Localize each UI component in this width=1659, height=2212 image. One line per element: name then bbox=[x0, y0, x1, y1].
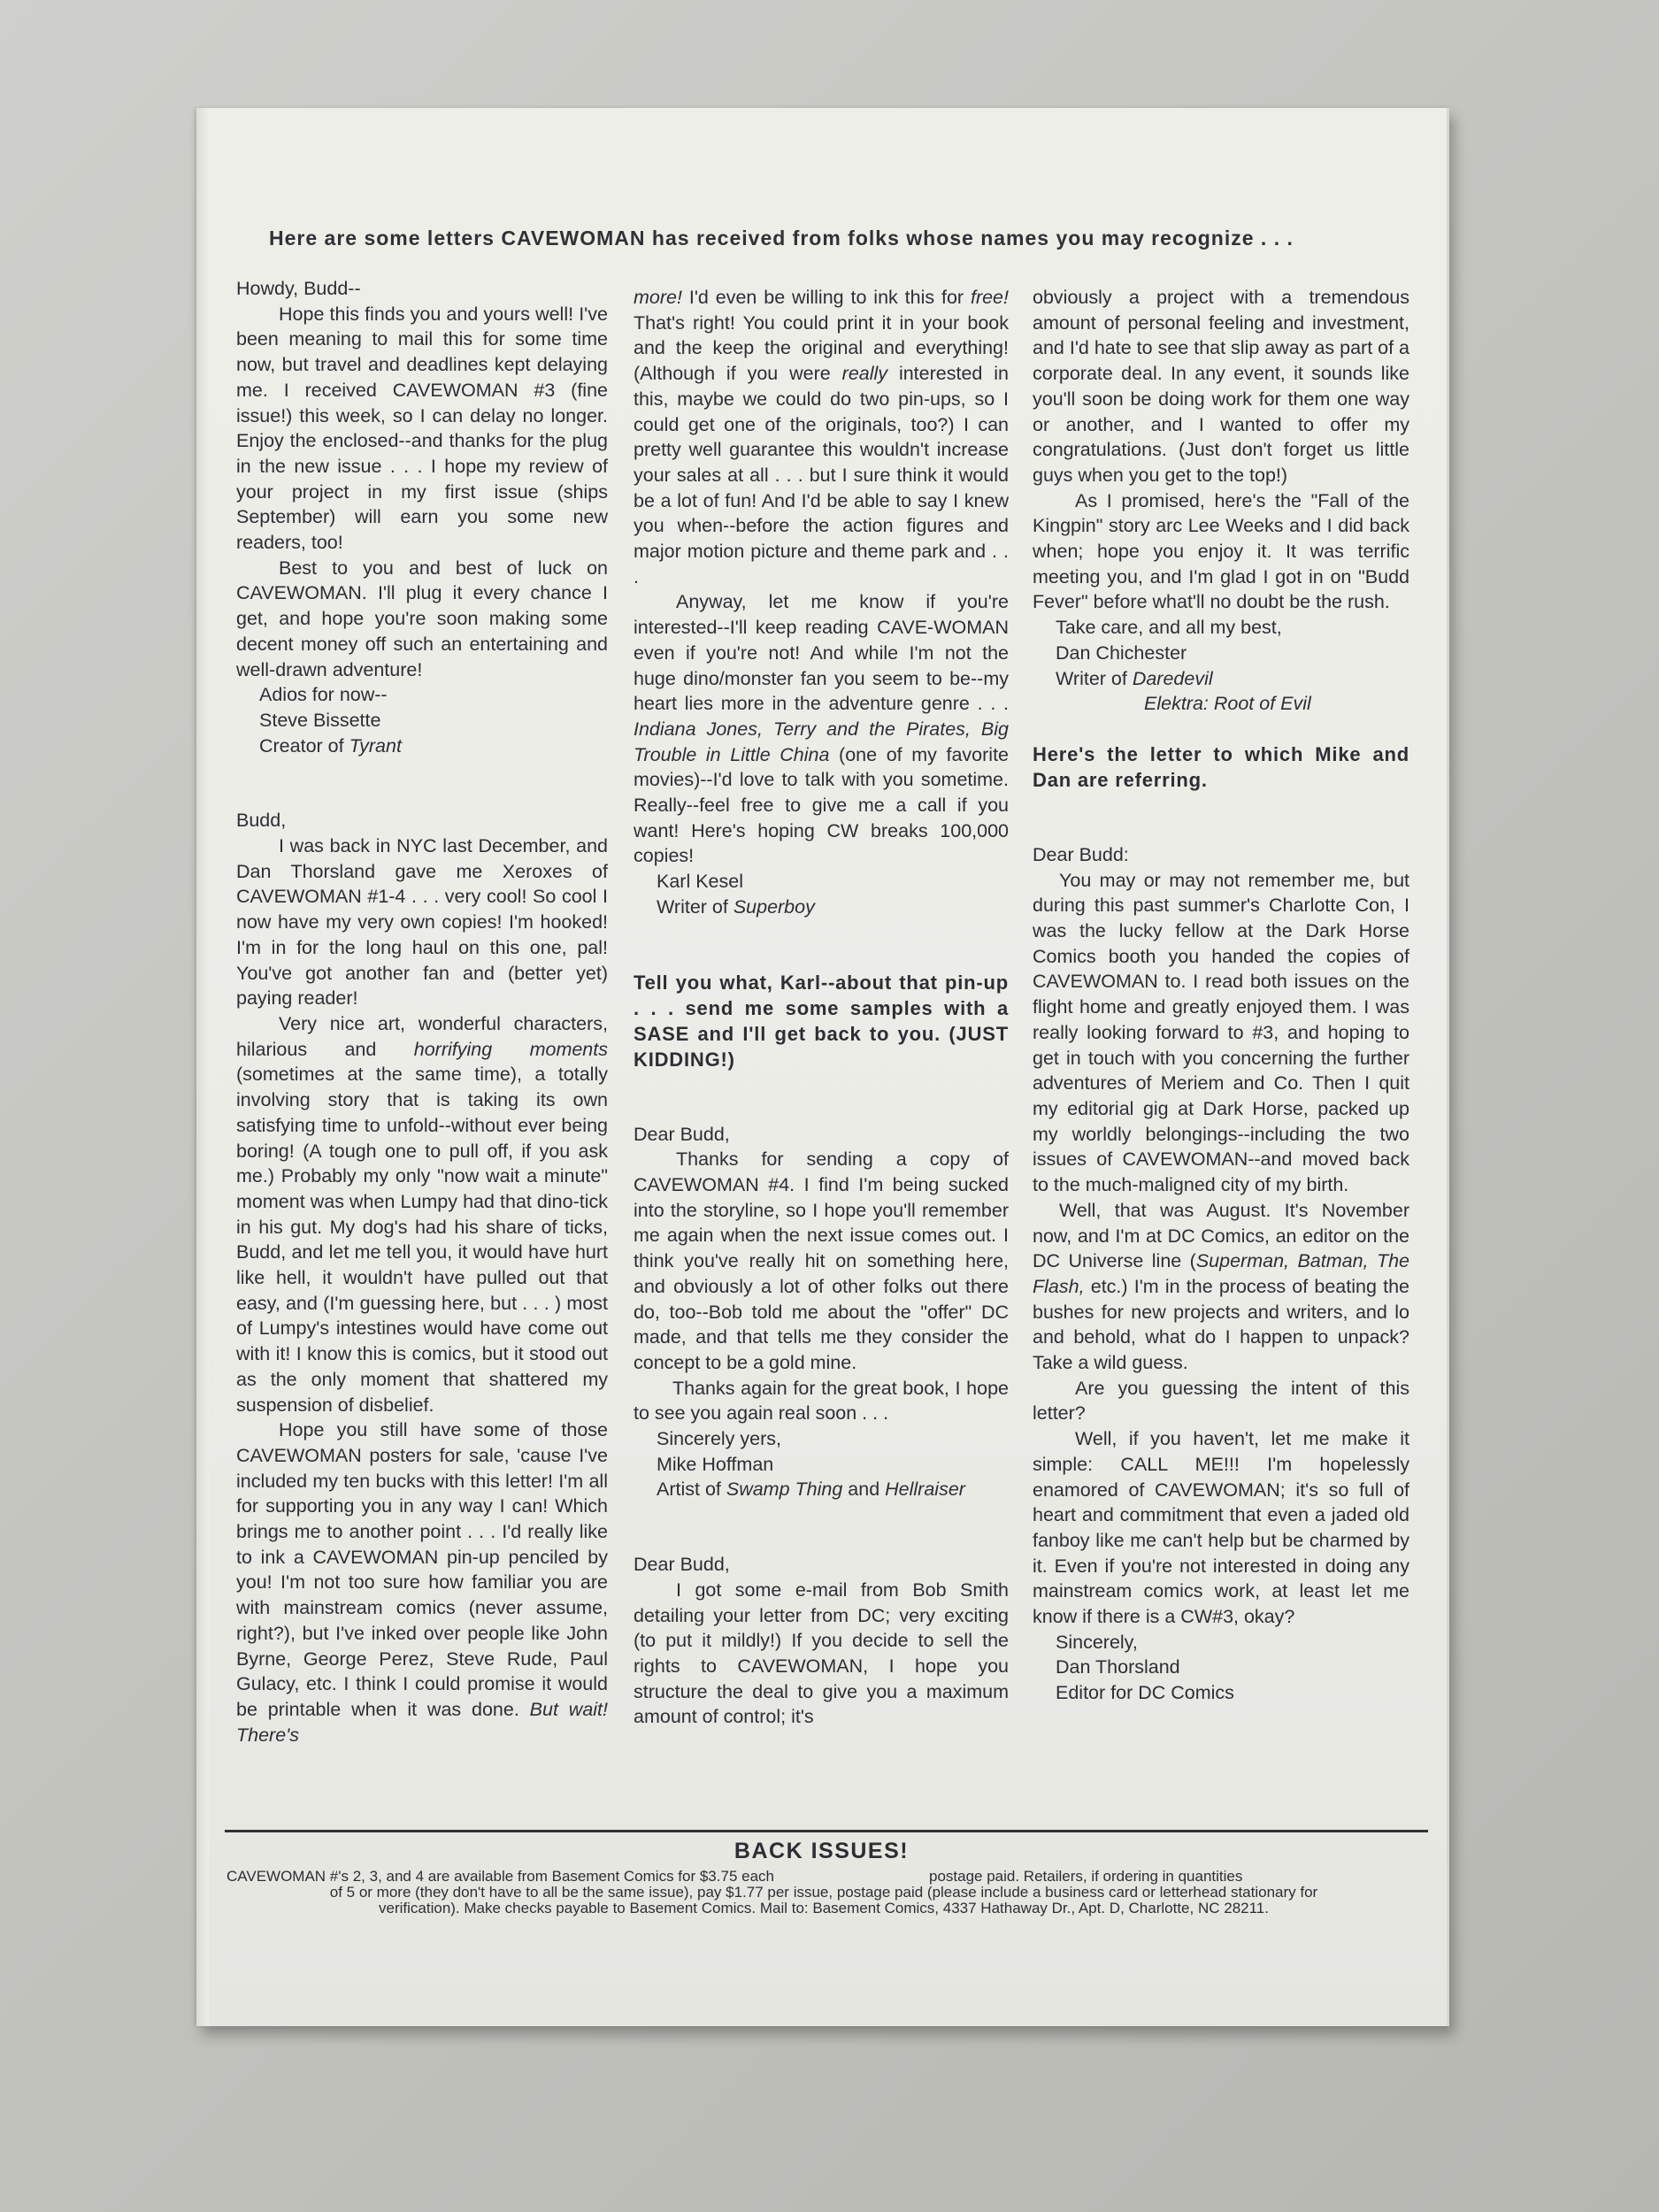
letter-5-paragraph: Are you guessing the intent of this letter? bbox=[1033, 1377, 1409, 1425]
letter-5-paragraph: Well, that was August. It's November now, and I'm at DC Comics, an editor on the DC Universe line (Superman, Batman, The Flash, etc.) I'm in the process of beating the bushes for new projects and writers, and lo and behold, what do I happen to unpack? Take a wild guess. bbox=[1033, 1199, 1410, 1374]
back-issues-title: BACK ISSUES! bbox=[733, 1839, 910, 1863]
letter-4-credit: Writer of Daredevil bbox=[1056, 667, 1213, 689]
footer-divider bbox=[225, 1830, 1428, 1832]
letter-2-credit: Writer of Superboy bbox=[657, 895, 815, 918]
letter-5-signoff: Sincerely, bbox=[1056, 1631, 1138, 1653]
letter-4-paragraph: I got some e-mail from Bob Smith detailing your letter from DC; very exciting (to put it mildly!) If you decide to sell the rights to CAVEWOMAN, I hope you structure the deal to give you a maximum amount of control; it's bbox=[634, 1578, 1009, 1728]
back-issues-line: CAVEWOMAN #'s 2, 3, and 4 are available from Basement Comics for $3.75 each bbox=[227, 1868, 774, 1885]
letter-3-credit: Artist of Swamp Thing and Hellraiser bbox=[657, 1479, 965, 1501]
letter-2-paragraph: I was back in NYC last December, and Dan Thorsland gave me Xeroxes of CAVEWOMAN #1-4 . . . very cool! So cool I now have my very own copies! I'm hooked! I'm in for the long haul on this one, pal! You've got another fan and (better yet) paying reader! bbox=[236, 835, 608, 1010]
letter-5-paragraph: You may or may not remember me, but during this past summer's Charlotte Con, I was the lucky fellow at the Dark Horse Comics booth you handed the copies of CAVEWOMAN to. I read both issues on the flight home and greatly enjoyed them. I was really looking forward to #3, and hoping to get in touch with you concerning the further adventures of Meriem and Co. Then I quit my editorial gig at Dark Horse, packed up my worldly belongings--including the two issues of CAVEWOMAN--and moved back to the much-maligned city of my birth. bbox=[1033, 869, 1409, 1196]
letter-4-continued: obviously a project with a tremendous amount of personal feeling and investment, and I'd hate to see that slip away as part of a corporate deal. In any event, it sounds like you'll soon be doing work for them one way or another, and I wanted to offer my congratulations. (Just don't forget us little guys when you get to the top!) bbox=[1033, 287, 1410, 486]
letter-2-continued: more! I'd even be willing to ink this for free! That's right! You could print it in your book and the keep the original and everything! (Although if you were really interested in this, maybe we could do two pin-ups, so I could get one of the originals, too?) I can pretty well guarantee this wouldn't increase your sales at all . . . but I sure think it would be a lot of fun! And I'd be able to say I knew you when--before the action figures and major motion picture and theme park and . . . bbox=[634, 287, 1009, 588]
letters-header: Here are some letters CAVEWOMAN has received from folks whose names you may recognize . . . bbox=[269, 227, 1294, 250]
back-issues-line: verification). Make checks payable to Basement Comics. Mail to: Basement Comics, 4337 Hathaway Dr., Apt. D, Charlotte, NC 28211. bbox=[379, 1900, 1269, 1916]
letter-5-signature: Dan Thorsland bbox=[1056, 1656, 1180, 1678]
letter-5-paragraph: Well, if you haven't, let me make it simple: CALL ME!!! I'm hopelessly enamored of CAVEWOMAN; it's so full of heart and commitment that even a jaded old fanboy like me can't help but be charmed by it. Even if you're not interested in doing any mainstream comics work, at least let me know if there is a CW#3, okay? bbox=[1033, 1428, 1409, 1628]
letter-2-paragraph: Hope you still have some of those CAVEWOMAN posters for sale, 'cause I've included my ten bucks with this letter! I'm all for supporting you in any way I can! Which brings me to another point . . . I'd really like to ink a CAVEWOMAN pin-up penciled by you! I'm not too sure how familiar you are with mainstream comics (never assume, right?), but I've inked over people like John Byrne, George Perez, Steve Rude, Paul Gulacy, etc. I think I could promise it would be printable when it was done. But wait! There's bbox=[236, 1419, 608, 1746]
letter-3-greeting: Dear Budd, bbox=[634, 1123, 730, 1145]
letter-3-signoff: Sincerely yers, bbox=[657, 1428, 781, 1450]
editor-note: Here's the letter to which Mike and Dan are referring. bbox=[1033, 742, 1409, 791]
column-2 bbox=[634, 285, 1009, 1730]
letter-1-signoff: Adios for now-- bbox=[259, 684, 388, 706]
letter-3-signature: Mike Hoffman bbox=[657, 1453, 774, 1475]
letter-4-signature: Dan Chichester bbox=[1056, 641, 1187, 664]
letter-4-greeting: Dear Budd, bbox=[634, 1554, 730, 1576]
column-3 bbox=[1033, 285, 1409, 1706]
letter-2-paragraph: Anyway, let me know if you're interested--I'll keep reading CAVE-WOMAN even if you're not! And while I'm not the huge dino/monster fan you seem to be--my heart lies more in the adventure genre . . . Indiana Jones, Terry and the Pirates, Big Trouble in Little China (one of my favorite movies)--I'd love to talk with you sometime. Really--feel free to give me a call if you want! Here's hoping CW breaks 100,000 copies! bbox=[634, 591, 1010, 867]
letter-1-paragraph: Best to you and best of luck on CAVEWOMAN. I'll plug it every chance I get, and hope you're soon making some decent money off such an entertaining and well-drawn adventure! bbox=[236, 557, 608, 680]
letter-4-signoff: Take care, and all my best, bbox=[1056, 617, 1282, 639]
back-issues-line: of 5 or more (they don't have to all be the same issue), pay $1.77 per issue, postage paid (please include a business card or letterhead stationary for bbox=[329, 1884, 1318, 1901]
letter-4-paragraph: As I promised, here's the "Fall of the Kingpin" story arc Lee Weeks and I did back when; hope you enjoy it. It was terrific meeting you, and I'm glad I got in on "Budd Fever" before what'll no doubt be the rush. bbox=[1033, 489, 1409, 613]
letter-5-greeting: Dear Budd: bbox=[1033, 843, 1129, 865]
letter-1-signature: Steve Bissette bbox=[259, 709, 381, 731]
letter-1-paragraph: Hope this finds you and yours well! I've been meaning to mail this for some time now, but travel and deadlines kept delaying me. I received CAVEWOMAN #3 (fine issue!) this week, so I can delay no longer. Enjoy the enclosed--and thanks for the plug in the new issue . . . I hope my review of your project in my first issue (ships September) will earn you some new readers, too! bbox=[236, 303, 608, 554]
letter-2-signature: Karl Kesel bbox=[657, 871, 743, 893]
back-issues-info bbox=[227, 1869, 1421, 1916]
letter-5-credit: Editor for DC Comics bbox=[1056, 1682, 1234, 1704]
magazine-page bbox=[196, 108, 1449, 2026]
letter-1-credit: Creator of Tyrant bbox=[259, 734, 402, 757]
page-spine bbox=[196, 108, 209, 2026]
editor-reply: Tell you what, Karl--about that pin-up . . . send me some samples with a SASE and I'll get back to you. (JUST KIDDING!) bbox=[634, 971, 1009, 1071]
letter-3-paragraph: Thanks for sending a copy of CAVEWOMAN #4. I find I'm being sucked into the storyline, so I hope you'll remember me again when the next issue comes out. I think you've really hit on something here, and obviously a lot of other folks out there do, too--Bob told me about the "offer" DC made, and that tells me they consider the concept to be a gold mine. bbox=[634, 1148, 1009, 1373]
back-issues-line: postage paid. Retailers, if ordering in quantities bbox=[928, 1868, 1243, 1885]
letter-3-paragraph: Thanks again for the great book, I hope to see you again real soon . . . bbox=[634, 1377, 1009, 1425]
column-1 bbox=[236, 276, 608, 1747]
letter-4-credit: Elektra: Root of Evil bbox=[1144, 693, 1311, 715]
letter-2-greeting: Budd, bbox=[236, 810, 287, 832]
letter-2-paragraph: Very nice art, wonderful characters, hilarious and horrifying moments (sometimes at the same time), a totally involving story that is taking its own satisfying time to unfold--without ever being boring! (A tough one to pull off, if you ask me.) Probably my only "now wait a minute" moment was when Lumpy had that dino-tick in his gut. My dog's had his share of ticks, Budd, and let me tell you, it would have hurt like hell, it wouldn't have pulled out that easy, and (I'm guessing here, but . . . ) most of Lumpy's intestines would have come out with it! I know this is comics, but it stood out as the only moment that shattered my suspension of disbelief. bbox=[236, 1012, 608, 1416]
letter-1-greeting: Howdy, Budd-- bbox=[236, 278, 361, 299]
